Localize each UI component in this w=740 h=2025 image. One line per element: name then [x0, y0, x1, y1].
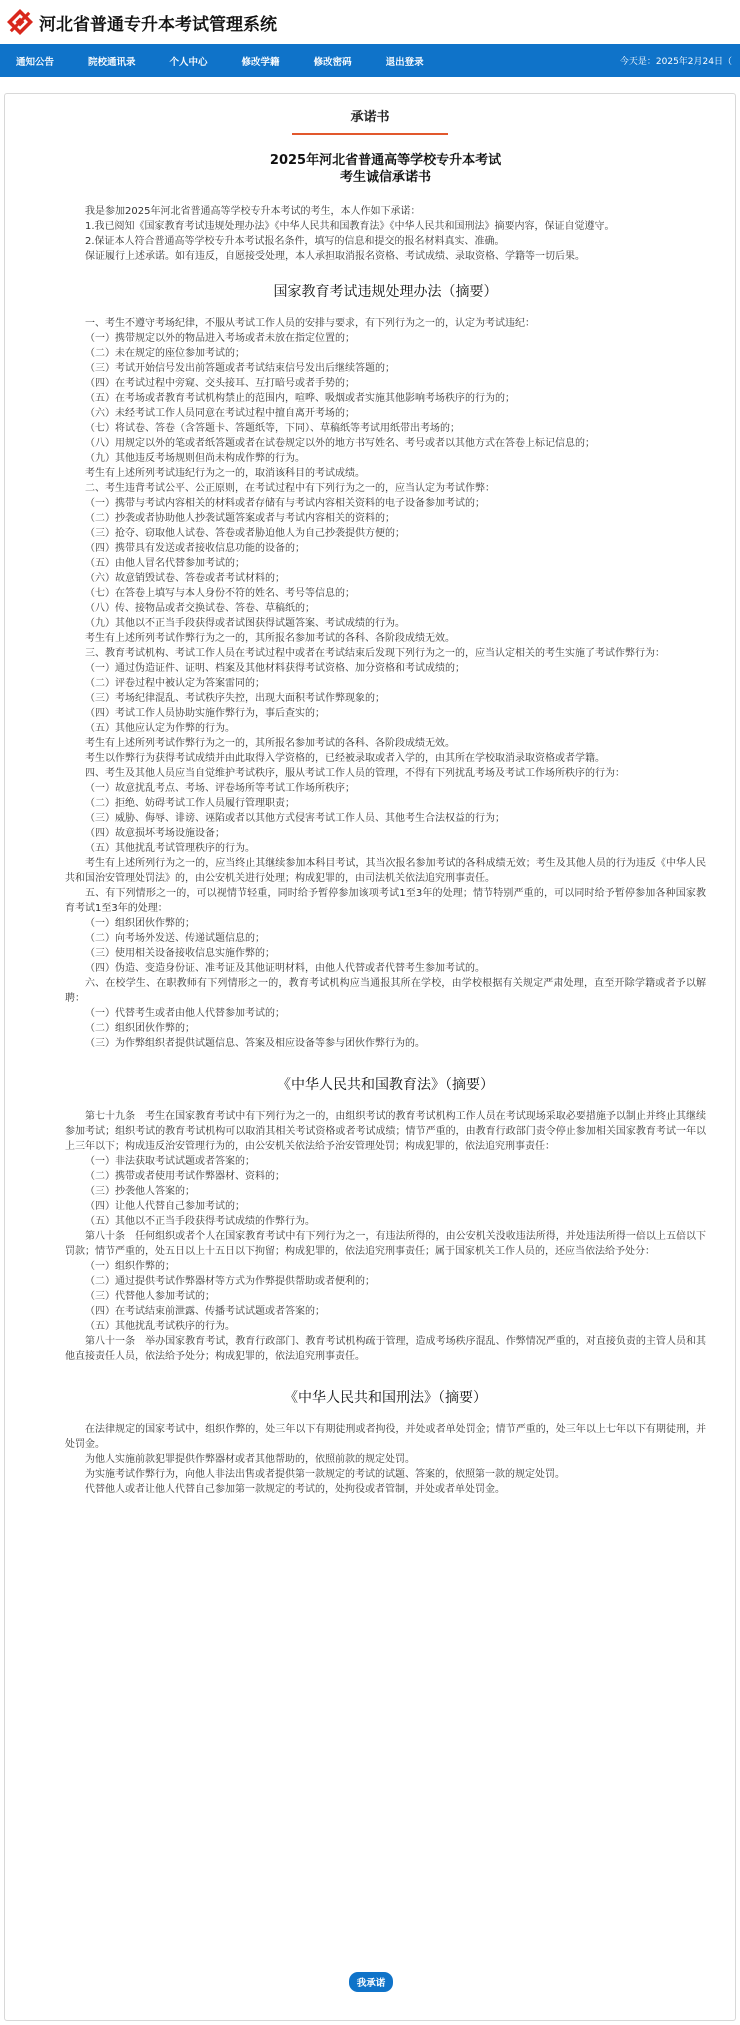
regulation-paragraph: （七）将试卷、答卷（含答题卡、答题纸等，下同）、草稿纸等考试用纸带出考场的； [85, 423, 460, 434]
regulation-paragraph: （四）考试工作人员协助实施作弊行为，事后查实的； [85, 708, 325, 719]
header [0, 0, 740, 44]
regulation-paragraph: （二）评卷过程中被认定为答案雷同的； [85, 678, 265, 689]
regulation-paragraph: （五）其他扰乱考试秩序的行为。 [85, 1321, 235, 1332]
logo-icon [6, 8, 34, 36]
regulation-paragraph: （一）组织团伙作弊的； [85, 918, 195, 929]
card-title: 承诺书 [350, 110, 390, 125]
pledge-card [4, 93, 736, 2021]
regulation-paragraph: （三）代替他人参加考试的； [85, 1291, 215, 1302]
regulation-paragraph: 四、考生及其他人员应当自觉维护考试秩序，服从考试工作人员的管理，不得有下列扰乱考场及考试工作场所秩序的行为： [85, 768, 625, 779]
regulation-paragraph: 考生有上述所列考试作弊行为之一的，其所报名参加考试的各科、各阶段成绩无效。 [85, 633, 455, 644]
regulation-paragraph: （三）使用相关设备接收信息实施作弊的； [85, 948, 275, 959]
nav-item-change-password[interactable]: 修改密码 [313, 56, 352, 68]
regulation-paragraph: （三）为作弊组织者提供试题信息、答案及相应设备等参与团伙作弊行为的。 [85, 1038, 425, 1049]
regulation-paragraph: （二）向考场外发送、传递试题信息的； [85, 933, 265, 944]
regulation-paragraph: （一）非法获取考试试题或者答案的； [85, 1156, 255, 1167]
regulation-paragraph: 代替他人或者让他人代替自己参加第一款规定的考试的，处拘役或者管制，并处或者单处罚金。 [85, 1484, 505, 1495]
main-nav [0, 44, 740, 77]
regulation-paragraph: （六）故意销毁试卷、答卷或者考试材料的； [85, 573, 285, 584]
regulation-paragraph: 在法律规定的国家考试中，组织作弊的，处三年以下有期徒刑或者拘役，并处或者单处罚金；情节严重的，处三年以上七年以下有期徒刑，并处罚金。 [65, 1424, 706, 1450]
regulation-paragraph: （七）在答卷上填写与本人身份不符的姓名、考号等信息的； [85, 588, 355, 599]
regulation-paragraph: （五）其他以不正当手段获得考试成绩的作弊行为。 [85, 1216, 315, 1227]
regulation-paragraph: （一）故意扰乱考点、考场、评卷场所等考试工作场所秩序； [85, 783, 355, 794]
regulation-paragraph: （二）未在规定的座位参加考试的； [85, 348, 245, 359]
regulation-paragraph: 考生有上述所列考试作弊行为之一的，其所报名参加考试的各科、各阶段成绩无效。 [85, 738, 455, 749]
regulation-paragraph: （八）传、接物品或者交换试卷、答卷、草稿纸的； [85, 603, 315, 614]
regulation-paragraph: 一、考生不遵守考场纪律，不服从考试工作人员的安排与要求，有下列行为之一的，认定为考试违纪： [85, 318, 535, 329]
promise-paragraph: 2.保证本人符合普通高等学校专升本考试报名条件，填写的信息和提交的报名材料真实、准确。 [85, 236, 505, 247]
regulation-paragraph: （一）携带与考试内容相关的材料或者存储有与考试内容相关资料的电子设备参加考试的； [85, 498, 485, 509]
regulation-paragraph: 考生有上述所列考试违纪行为之一的，取消该科目的考试成绩。 [85, 468, 365, 479]
section-title: 《中华人民共和国刑法》（摘要） [284, 1390, 487, 1406]
regulation-paragraph: （五）其他扰乱考试管理秩序的行为。 [85, 843, 255, 854]
nav-item-personal-center[interactable]: 个人中心 [169, 56, 208, 68]
promise-paragraph: 1.我已阅知《国家教育考试违规处理办法》《中华人民共和国教育法》《中华人民共和国刑法》摘要内容，保证自觉遵守。 [85, 221, 615, 232]
title-underline [292, 133, 448, 135]
regulation-paragraph: （八）用规定以外的笔或者纸答题或者在试卷规定以外的地方书写姓名、考号或者以其他方式在答卷上标记信息的； [85, 438, 595, 449]
regulation-paragraph: 三、教育考试机构、考试工作人员在考试过程中或者在考试结束后发现下列行为之一的，应当认定相关的考生实施了考试作弊行为： [85, 648, 665, 659]
regulation-paragraph: 为他人实施前款犯罪提供作弊器材或者其他帮助的，依照前款的规定处罚。 [85, 1454, 415, 1465]
current-date: 今天是：2025年2月24日（ [619, 57, 732, 67]
regulation-paragraph: （一）代替考生或者由他人代替参加考试的； [85, 1008, 285, 1019]
regulation-paragraph: （三）考试开始信号发出前答题或者考试结束信号发出后继续答题的； [85, 363, 395, 374]
regulation-paragraph: （一）组织作弊的； [85, 1261, 175, 1272]
promise-paragraph: 我是参加2025年河北省普通高等学校专升本考试的考生，本人作如下承诺： [85, 206, 421, 217]
site-title: 河北省普通专升本考试管理系统 [39, 14, 277, 35]
regulation-paragraph: （三）抄袭他人答案的； [85, 1186, 195, 1197]
main-title-line2: 考生诚信承诺书 [339, 170, 431, 185]
regulation-paragraph: （五）由他人冒名代替参加考试的； [85, 558, 245, 569]
regulation-paragraph: （二）通过提供考试作弊器材等方式为作弊提供帮助或者便利的； [85, 1276, 375, 1287]
section-title: 《中华人民共和国教育法》（摘要） [277, 1077, 494, 1093]
regulation-paragraph: （四）让他人代替自己参加考试的； [85, 1201, 245, 1212]
section-title: 国家教育考试违规处理办法（摘要） [273, 284, 498, 300]
regulation-paragraph: 五、有下列情形之一的，可以视情节轻重，同时给予暂停参加该项考试1至3年的处理；情节特别严重的，可以同时给予暂停参加各种国家教育考试1至3年的处理： [65, 888, 706, 914]
regulation-paragraph: （四）故意损坏考场设施设备； [85, 828, 225, 839]
pledge-submit-button[interactable]: 我承诺 [349, 1972, 394, 1992]
regulation-paragraph: （四）伪造、变造身份证、准考证及其他证明材料，由他人代替或者代替考生参加考试的。 [85, 963, 485, 974]
regulation-paragraph: （二）拒绝、妨碍考试工作人员履行管理职责； [85, 798, 295, 809]
regulation-paragraph: 六、在校学生、在职教师有下列情形之一的，教育考试机构应当通报其所在学校，由学校根据有关规定严肃处理，直至开除学籍或者予以解聘： [65, 978, 706, 1004]
regulation-paragraph: （三）威胁、侮辱、诽谤、诬陷或者以其他方式侵害考试工作人员、其他考生合法权益的行为； [85, 813, 505, 824]
regulation-paragraph: 第八十条 任何组织或者个人在国家教育考试中有下列行为之一，有违法所得的，由公安机关没收违法所得，并处违法所得一倍以上五倍以下罚款；情节严重的，处五日以上十五日以下拘留；构成犯罪的，依法追究刑事责任；属于国家机关工作人员的，还应当依法给予处分： [65, 1231, 706, 1257]
nav-item-logout[interactable]: 退出登录 [385, 56, 424, 68]
regulation-paragraph: （二）抄袭或者协助他人抄袭试题答案或者与考试内容相关的资料的； [85, 513, 395, 524]
regulation-paragraph: 考生有上述所列行为之一的，应当终止其继续参加本科目考试，其当次报名参加考试的各科成绩无效；考生及其他人员的行为违反《中华人民共和国治安管理处罚法》的，由公安机关进行处理；构成犯罪的，由司法机关依法追究刑事责任。 [65, 858, 706, 884]
nav-item-college-directory[interactable]: 院校通讯录 [88, 56, 136, 68]
regulation-paragraph: （三）考场纪律混乱、考试秩序失控，出现大面积考试作弊现象的； [85, 693, 385, 704]
regulation-paragraph: 二、考生违背考试公平、公正原则，在考试过程中有下列行为之一的，应当认定为考试作弊： [85, 483, 495, 494]
regulation-paragraph: （四）在考试结束前泄露、传播考试试题或者答案的； [85, 1306, 325, 1317]
regulation-paragraph: （二）组织团伙作弊的； [85, 1023, 195, 1034]
regulation-paragraph: （五）其他应认定为作弊的行为。 [85, 723, 235, 734]
regulation-paragraph: 考生以作弊行为获得考试成绩并由此取得入学资格的，已经被录取或者入学的，由其所在学校取消录取资格或者学籍。 [85, 753, 605, 764]
regulation-paragraph: 为实施考试作弊行为，向他人非法出售或者提供第一款规定的考试的试题、答案的，依照第一款的规定处罚。 [85, 1469, 565, 1480]
regulation-paragraph: 第八十一条 举办国家教育考试，教育行政部门、教育考试机构疏于管理，造成考场秩序混乱、作弊情况严重的，对直接负责的主管人员和其他直接责任人员，依法给予处分；构成犯罪的，依法追究刑事责任。 [65, 1336, 706, 1362]
regulation-sections [65, 282, 706, 1497]
regulation-paragraph: （二）携带或者使用考试作弊器材、资料的； [85, 1171, 285, 1182]
nav-item-edit-enrollment[interactable]: 修改学籍 [241, 56, 280, 68]
regulation-paragraph: （四）携带具有发送或者接收信息功能的设备的； [85, 543, 305, 554]
main-title-line1: 2025年河北省普通高等学校专升本考试 [269, 153, 502, 168]
regulation-paragraph: 第七十九条 考生在国家教育考试中有下列行为之一的，由组织考试的教育考试机构工作人员在考试现场采取必要措施予以制止并终止其继续参加考试；组织考试的教育考试机构可以取消其相关考试资格或者考试成绩；情节严重的，由教育行政部门责令停止参加相关国家教育考试一年以上三年以下；构成违反治安管理行为的，由公安机关依法给予治安管理处罚；构成犯罪的，依法追究刑事责任： [65, 1111, 706, 1152]
regulation-paragraph: （一）携带规定以外的物品进入考场或者未放在指定位置的； [85, 333, 355, 344]
regulation-paragraph: （九）其他以不正当手段获得或者试图获得试题答案、考试成绩的行为。 [85, 618, 405, 629]
promise-paragraph: 保证履行上述承诺。如有违反，自愿接受处理，本人承担取消报名资格、考试成绩、录取资格、学籍等一切后果。 [85, 251, 585, 262]
submit-area [5, 1971, 737, 1992]
regulation-paragraph: （一）通过伪造证件、证明、档案及其他材料获得考试资格、加分资格和考试成绩的； [85, 663, 465, 674]
regulation-paragraph: （五）在考场或者教育考试机构禁止的范围内，喧哗、吸烟或者实施其他影响考场秩序的行为的； [85, 393, 515, 404]
regulation-paragraph: （六）未经考试工作人员同意在考试过程中擅自离开考场的； [85, 408, 355, 419]
promise-block [65, 204, 706, 264]
nav-item-notices[interactable]: 通知公告 [16, 56, 55, 68]
regulation-paragraph: （九）其他违反考场规则但尚未构成作弊的行为。 [85, 453, 305, 464]
regulation-paragraph: （四）在考试过程中旁窥、交头接耳、互打暗号或者手势的； [85, 378, 355, 389]
regulation-paragraph: （三）抢夺、窃取他人试卷、答卷或者胁迫他人为自己抄袭提供方便的； [85, 528, 405, 539]
pledge-content [65, 152, 706, 1497]
